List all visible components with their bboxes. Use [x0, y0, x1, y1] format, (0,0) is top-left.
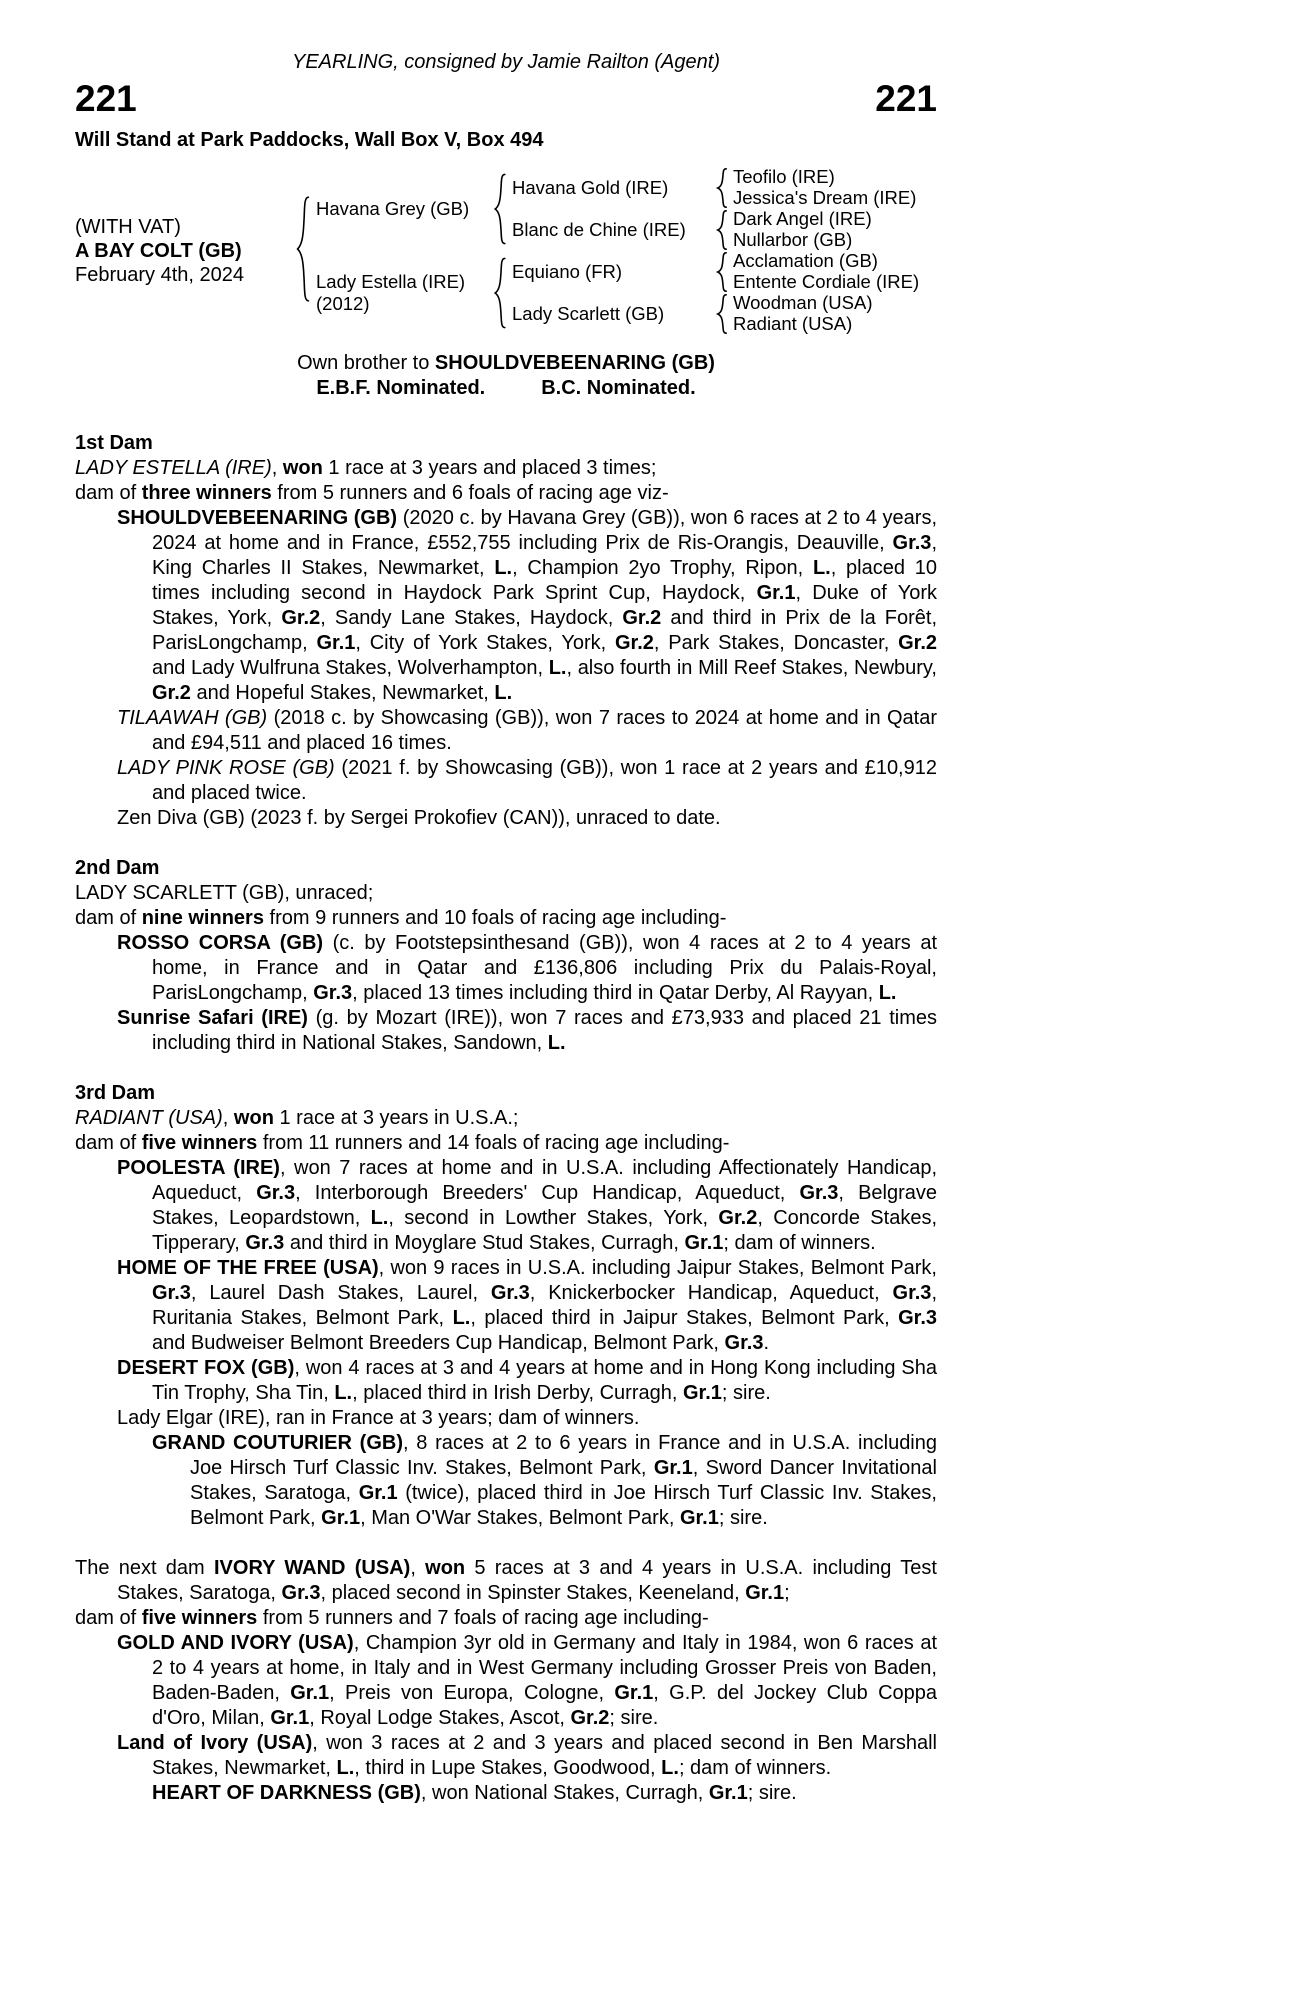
- pedigree-dam-dam: Lady Scarlett (GB): [512, 302, 665, 324]
- dam-produce-summary: dam of nine winners from 9 runners and 10 foals of racing age including-: [75, 906, 727, 929]
- catalogue-content: [75, 0, 937, 1806]
- pedigree-great-1: Teofilo (IRE): [733, 166, 835, 188]
- vat-note: (WITH VAT): [75, 215, 181, 238]
- lot-number-right: 221: [875, 78, 937, 119]
- dam-summary: RADIANT (USA), won 1 race at 3 years in U.S.A.;: [75, 1106, 519, 1129]
- dam-summary: LADY SCARLETT (GB), unraced;: [75, 881, 374, 904]
- section-2nd-dam: [75, 856, 937, 1056]
- progeny-entry: SHOULDVEBEENARING (GB) (2020 c. by Havana Grey (GB)), won 6 races at 2 to 4 years, 2024 at home and in France, £552,755 including Prix de Ris-Orangis, Deauville, Gr.3, King Charles II Stakes, Newmarket, L., Champion 2yo Trophy, Ripon, L., placed 10 times including second in Haydock Park Sprint Cup, Haydock, Gr.1, Duke of York Stakes, York, Gr.2, Sandy Lane Stakes, Haydock, Gr.2 and third in Prix de la Forêt, ParisLongchamp, Gr.1, City of York Stakes, York, Gr.2, Park Stakes, Doncaster, Gr.2 and Lady Wulfruna Stakes, Wolverhampton, L., also fourth in Mill Reef Stakes, Newbury, Gr.2 and Hopeful Stakes, Newmarket, L.: [117, 506, 938, 704]
- lot-number-row: [75, 80, 937, 119]
- pedigree-great-6: Entente Cordiale (IRE): [733, 271, 920, 293]
- pedigree-great-7: Woodman (USA): [733, 292, 873, 314]
- section-1st-dam: [75, 431, 937, 831]
- horse-info: [75, 167, 290, 335]
- pedigree-brace-gg2: [711, 210, 733, 250]
- pedigree-sire-sire: Havana Gold (IRE): [512, 176, 669, 198]
- progeny-entry: LADY PINK ROSE (GB) (2021 f. by Showcasing (GB)), won 1 race at 2 years and £10,912 and placed twice.: [117, 756, 937, 804]
- dam-produce-summary: dam of five winners from 5 runners and 7 foals of racing age including-: [75, 1606, 709, 1629]
- pedigree-sire-dam: Blanc de Chine (IRE): [512, 218, 686, 240]
- section-heading-3rd-dam: 3rd Dam: [75, 1081, 156, 1104]
- nomination-line: [75, 376, 937, 401]
- progeny-entry: Land of Ivory (USA), won 3 races at 2 and 3 years and placed second in Ben Marshall Stakes, Newmarket, L., third in Lupe Stakes, Goodwood, L.; dam of winners.: [117, 1731, 937, 1779]
- pedigree-brace-main: [290, 195, 316, 303]
- stand-location-line: Will Stand at Park Paddocks, Wall Box V, Box 494: [75, 128, 544, 151]
- pedigree-dam-name: Lady Estella (IRE): [316, 270, 466, 292]
- pedigree-great-4: Nullarbor (GB): [733, 229, 853, 251]
- section-heading-1st-dam: 1st Dam: [75, 431, 153, 454]
- pedigree-dam-year: (2012): [316, 292, 370, 314]
- progeny-entry: Sunrise Safari (IRE) (g. by Mozart (IRE)), won 7 races and £73,933 and placed 21 times including third in National Stakes, Sandown, L.: [117, 1006, 937, 1054]
- bc-nominated: B.C. Nominated.: [541, 376, 696, 399]
- pedigree-sire: Havana Grey (GB): [316, 197, 470, 219]
- pedigree-dam: [316, 251, 488, 335]
- progeny-entry: GOLD AND IVORY (USA), Champion 3yr old in Germany and Italy in 1984, won 6 races at 2 to 4 years at home, in Italy and in West Germany including Grosser Preis von Baden, Baden-Baden, Gr.1, Preis von Europa, Cologne, Gr.1, G.P. del Jockey Club Coppa d'Oro, Milan, Gr.1, Royal Lodge Stakes, Ascot, Gr.2; sire.: [117, 1631, 937, 1729]
- section-3rd-dam: [75, 1081, 937, 1531]
- pedigree-brace-sire: [488, 173, 512, 245]
- pedigree-brace-gg4: [711, 294, 733, 334]
- consignor-line: YEARLING, consigned by Jamie Railton (Agent): [292, 51, 720, 73]
- next-dam-summary: The next dam IVORY WAND (USA), won 5 races at 3 and 4 years in U.S.A. including Test Stakes, Saratoga, Gr.3, placed second in Spinster Stakes, Keeneland, Gr.1;: [75, 1556, 937, 1604]
- pedigree-brace-dam: [488, 257, 512, 329]
- progeny-entry: HOME OF THE FREE (USA), won 9 races in U.S.A. including Jaipur Stakes, Belmont Park, Gr.3, Laurel Dash Stakes, Laurel, Gr.3, Knickerbocker Handicap, Aqueduct, Gr.3, Ruritania Stakes, Belmont Park, L., placed third in Jaipur Stakes, Belmont Park, Gr.3 and Budweiser Belmont Breeders Cup Handicap, Belmont Park, Gr.3.: [117, 1256, 937, 1354]
- dam-produce-summary: dam of five winners from 11 runners and 14 foals of racing age including-: [75, 1131, 730, 1154]
- progeny-entry: Zen Diva (GB) (2023 f. by Sergei Prokofiev (CAN)), unraced to date.: [117, 806, 721, 829]
- progeny-entry: ROSSO CORSA (GB) (c. by Footstepsinthesand (GB)), won 4 races at 2 to 4 years at home, in France and in Qatar and £136,806 including Prix du Palais-Royal, ParisLongchamp, Gr.3, placed 13 times including third in Qatar Derby, Al Rayyan, L.: [117, 931, 938, 1004]
- own-brother-line: [75, 351, 937, 376]
- pedigree-great-2: Jessica's Dream (IRE): [733, 187, 917, 209]
- pedigree-great-8: Radiant (USA): [733, 313, 853, 335]
- progeny-sub-entry: HEART OF DARKNESS (GB), won National Stakes, Curragh, Gr.1; sire.: [152, 1781, 797, 1804]
- own-brother-prefix: Own brother to: [297, 351, 435, 374]
- pedigree-great-3: Dark Angel (IRE): [733, 208, 872, 230]
- progeny-entry: Lady Elgar (IRE), ran in France at 3 years; dam of winners.: [117, 1406, 640, 1429]
- progeny-sub-entry: GRAND COUTURIER (GB), 8 races at 2 to 6 years in France and in U.S.A. including Joe Hirsch Turf Classic Inv. Stakes, Belmont Park, Gr.1, Sword Dancer Invitational Stakes, Saratoga, Gr.1 (twice), placed third in Joe Hirsch Turf Classic Inv. Stakes, Belmont Park, Gr.1, Man O'War Stakes, Belmont Park, Gr.1; sire.: [152, 1431, 938, 1529]
- progeny-entry: TILAAWAH (GB) (2018 c. by Showcasing (GB)), won 7 races to 2024 at home and in Qatar and £94,511 and placed 16 times.: [117, 706, 937, 754]
- pedigree-dam-sire: Equiano (FR): [512, 260, 623, 282]
- pedigree-brace-gg1: [711, 168, 733, 208]
- dam-summary: LADY ESTELLA (IRE), won 1 race at 3 years and placed 3 times;: [75, 456, 657, 479]
- progeny-entry: POOLESTA (IRE), won 7 races at home and in U.S.A. including Affectionately Handicap, Aqueduct, Gr.3, Interborough Breeders' Cup Handicap, Aqueduct, Gr.3, Belgrave Stakes, Leopardstown, L., second in Lowther Stakes, York, Gr.2, Concorde Stakes, Tipperary, Gr.3 and third in Moyglare Stud Stakes, Curragh, Gr.1; dam of winners.: [117, 1156, 937, 1254]
- pedigree-great-5: Acclamation (GB): [733, 250, 878, 272]
- ebf-nominated: E.B.F. Nominated.: [316, 376, 486, 399]
- lot-number-left: 221: [75, 78, 137, 119]
- foaling-date: February 4th, 2024: [75, 263, 244, 286]
- horse-description: A BAY COLT (GB): [75, 239, 242, 262]
- pedigree-brace-gg3: [711, 252, 733, 292]
- own-brother-name: SHOULDVEBEENARING (GB): [434, 351, 715, 374]
- section-heading-2nd-dam: 2nd Dam: [75, 856, 160, 879]
- dam-produce-summary: dam of three winners from 5 runners and 6 foals of racing age viz-: [75, 481, 669, 504]
- pedigree-table: [75, 167, 937, 335]
- progeny-entry: DESERT FOX (GB), won 4 races at 3 and 4 years at home and in Hong Kong including Sha Tin Trophy, Sha Tin, L., placed third in Irish Derby, Curragh, Gr.1; sire.: [117, 1356, 937, 1404]
- section-next-dam: [75, 1556, 937, 1806]
